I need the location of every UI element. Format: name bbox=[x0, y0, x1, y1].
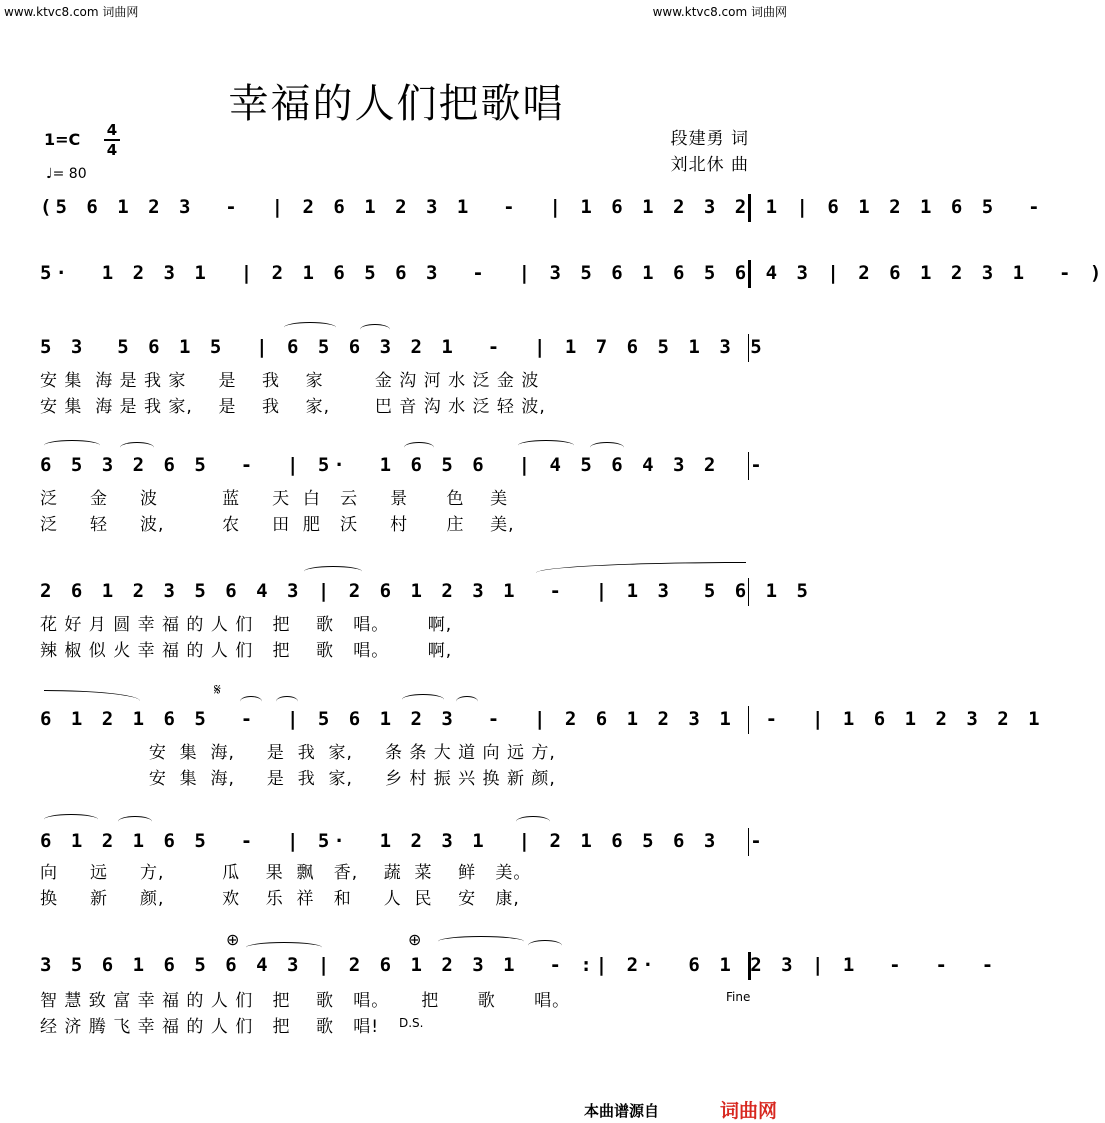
score-system-8 bbox=[40, 950, 1013, 980]
time-signature-top: 4 bbox=[106, 121, 118, 139]
barline bbox=[748, 452, 749, 480]
lyrics-verse-1: 智 慧 致 富 幸 福 的 人 们 把 歌 唱。 把 歌 唱。 bbox=[40, 991, 571, 1011]
slur bbox=[44, 814, 98, 825]
lyrics-verse-2: 泛 轻 波, 农 田 肥 沃 村 庄 美, bbox=[40, 515, 515, 535]
notation-line: 6 1 2 1 6 5 - | 5· 1 2 3 1 | 2 1 6 5 6 3 - bbox=[40, 830, 797, 852]
time-signature-bottom: 4 bbox=[106, 141, 118, 159]
lyrics-verse-1: 泛 金 波 蓝 天 白 云 景 色 美 bbox=[40, 489, 509, 509]
score-system-2 bbox=[40, 258, 1105, 288]
lyrics-verse-2: 经 济 腾 飞 幸 福 的 人 们 把 歌 唱! bbox=[40, 1017, 380, 1037]
tie bbox=[44, 690, 140, 701]
notation-line: 2 6 1 2 3 5 6 4 3 | 2 6 1 2 3 1 - | 1 3 5 6 1 5 bbox=[40, 580, 828, 602]
notation-line: 5 3 5 6 1 5 | 6 5 6 3 2 1 - | 1 7 6 5 1 3 5 bbox=[40, 336, 782, 358]
coda-sign: ⊕ bbox=[226, 930, 240, 949]
score-system-6 bbox=[40, 704, 1059, 734]
tempo-marking: ♩= 80 bbox=[46, 166, 87, 182]
ds-marking: D.S. bbox=[399, 1016, 424, 1030]
score-system-4 bbox=[40, 450, 797, 480]
lyrics-verse-1: 花 好 月 圆 幸 福 的 人 们 把 歌 唱。 啊, bbox=[40, 615, 453, 635]
lyrics-verse-2: 安 集 海 是 我 家, 是 我 家, 巴 音 沟 水 泛 轻 波, bbox=[40, 397, 546, 417]
fine-marking: Fine bbox=[726, 990, 751, 1004]
composer-credit: 刘北休 曲 bbox=[670, 155, 749, 175]
time-signature bbox=[104, 122, 120, 158]
barline bbox=[748, 828, 749, 856]
lyricist-credit: 段建勇 词 bbox=[670, 129, 749, 149]
lyrics-verse-2: 换 新 颜, 欢 乐 祥 和 人 民 安 康, bbox=[40, 889, 520, 909]
notation-line: 5· 1 2 3 1 | 2 1 6 5 6 3 - | 3 5 6 1 6 5 6 4 3 | 2 6 1 2 3 1 - ) bbox=[40, 262, 1105, 284]
notation-line: 3 5 6 1 6 5 6 4 3 | 2 6 1 2 3 1 - :| 2· 6 1 2 3 | 1 - - - bbox=[40, 954, 1013, 976]
lyrics-verse-1: 安 集 海 是 我 家 是 我 家 金 沟 河 水 泛 金 波 bbox=[40, 371, 540, 391]
song-title: 幸福的人们把歌唱 bbox=[228, 81, 565, 127]
tie bbox=[438, 936, 524, 947]
barline bbox=[748, 260, 751, 288]
tie bbox=[536, 562, 746, 573]
barline bbox=[748, 578, 749, 606]
notation-line: 6 5 3 2 6 5 - | 5· 1 6 5 6 | 4 5 6 4 3 2 - bbox=[40, 454, 797, 476]
final-barline bbox=[748, 952, 751, 980]
score-system-5 bbox=[40, 576, 828, 606]
coda-sign: ⊕ bbox=[408, 930, 422, 949]
segno-sign: 𝄋 bbox=[214, 680, 221, 699]
notation-line: (5 6 1 2 3 - | 2 6 1 2 3 1 - | 1 6 1 2 3 2 1 | 6 1 2 1 6 5 - bbox=[40, 196, 1075, 218]
score-system-7 bbox=[40, 826, 797, 856]
lyrics-verse-1: 向 远 方, 瓜 果 飘 香, 蔬 菜 鲜 美。 bbox=[40, 863, 532, 883]
notation-line: 6 1 2 1 6 5 - | 5 6 1 2 3 - | 2 6 1 2 3 1 - | 1 6 1 2 3 2 1 bbox=[40, 708, 1059, 730]
source-text: 本曲谱源自 bbox=[584, 1102, 660, 1120]
lyrics-verse-1: 安 集 海, 是 我 家, 条 条 大 道 向 远 方, bbox=[40, 743, 556, 763]
score-system-1 bbox=[40, 192, 1075, 222]
lyrics-verse-2: 安 集 海, 是 我 家, 乡 村 振 兴 换 新 颜, bbox=[40, 769, 556, 789]
site-header-right: www.ktvc8.com 词曲网 bbox=[652, 5, 787, 19]
site-header-left: www.ktvc8.com 词曲网 bbox=[4, 5, 139, 19]
barline bbox=[748, 334, 749, 362]
site-logo[interactable]: 词曲网 bbox=[720, 1100, 778, 1122]
lyrics-verse-2: 辣 椒 似 火 幸 福 的 人 们 把 歌 唱。 啊, bbox=[40, 641, 453, 661]
barline bbox=[748, 194, 751, 222]
score-system-3 bbox=[40, 332, 782, 362]
barline bbox=[748, 706, 749, 734]
key-signature: 1=C bbox=[44, 130, 81, 149]
